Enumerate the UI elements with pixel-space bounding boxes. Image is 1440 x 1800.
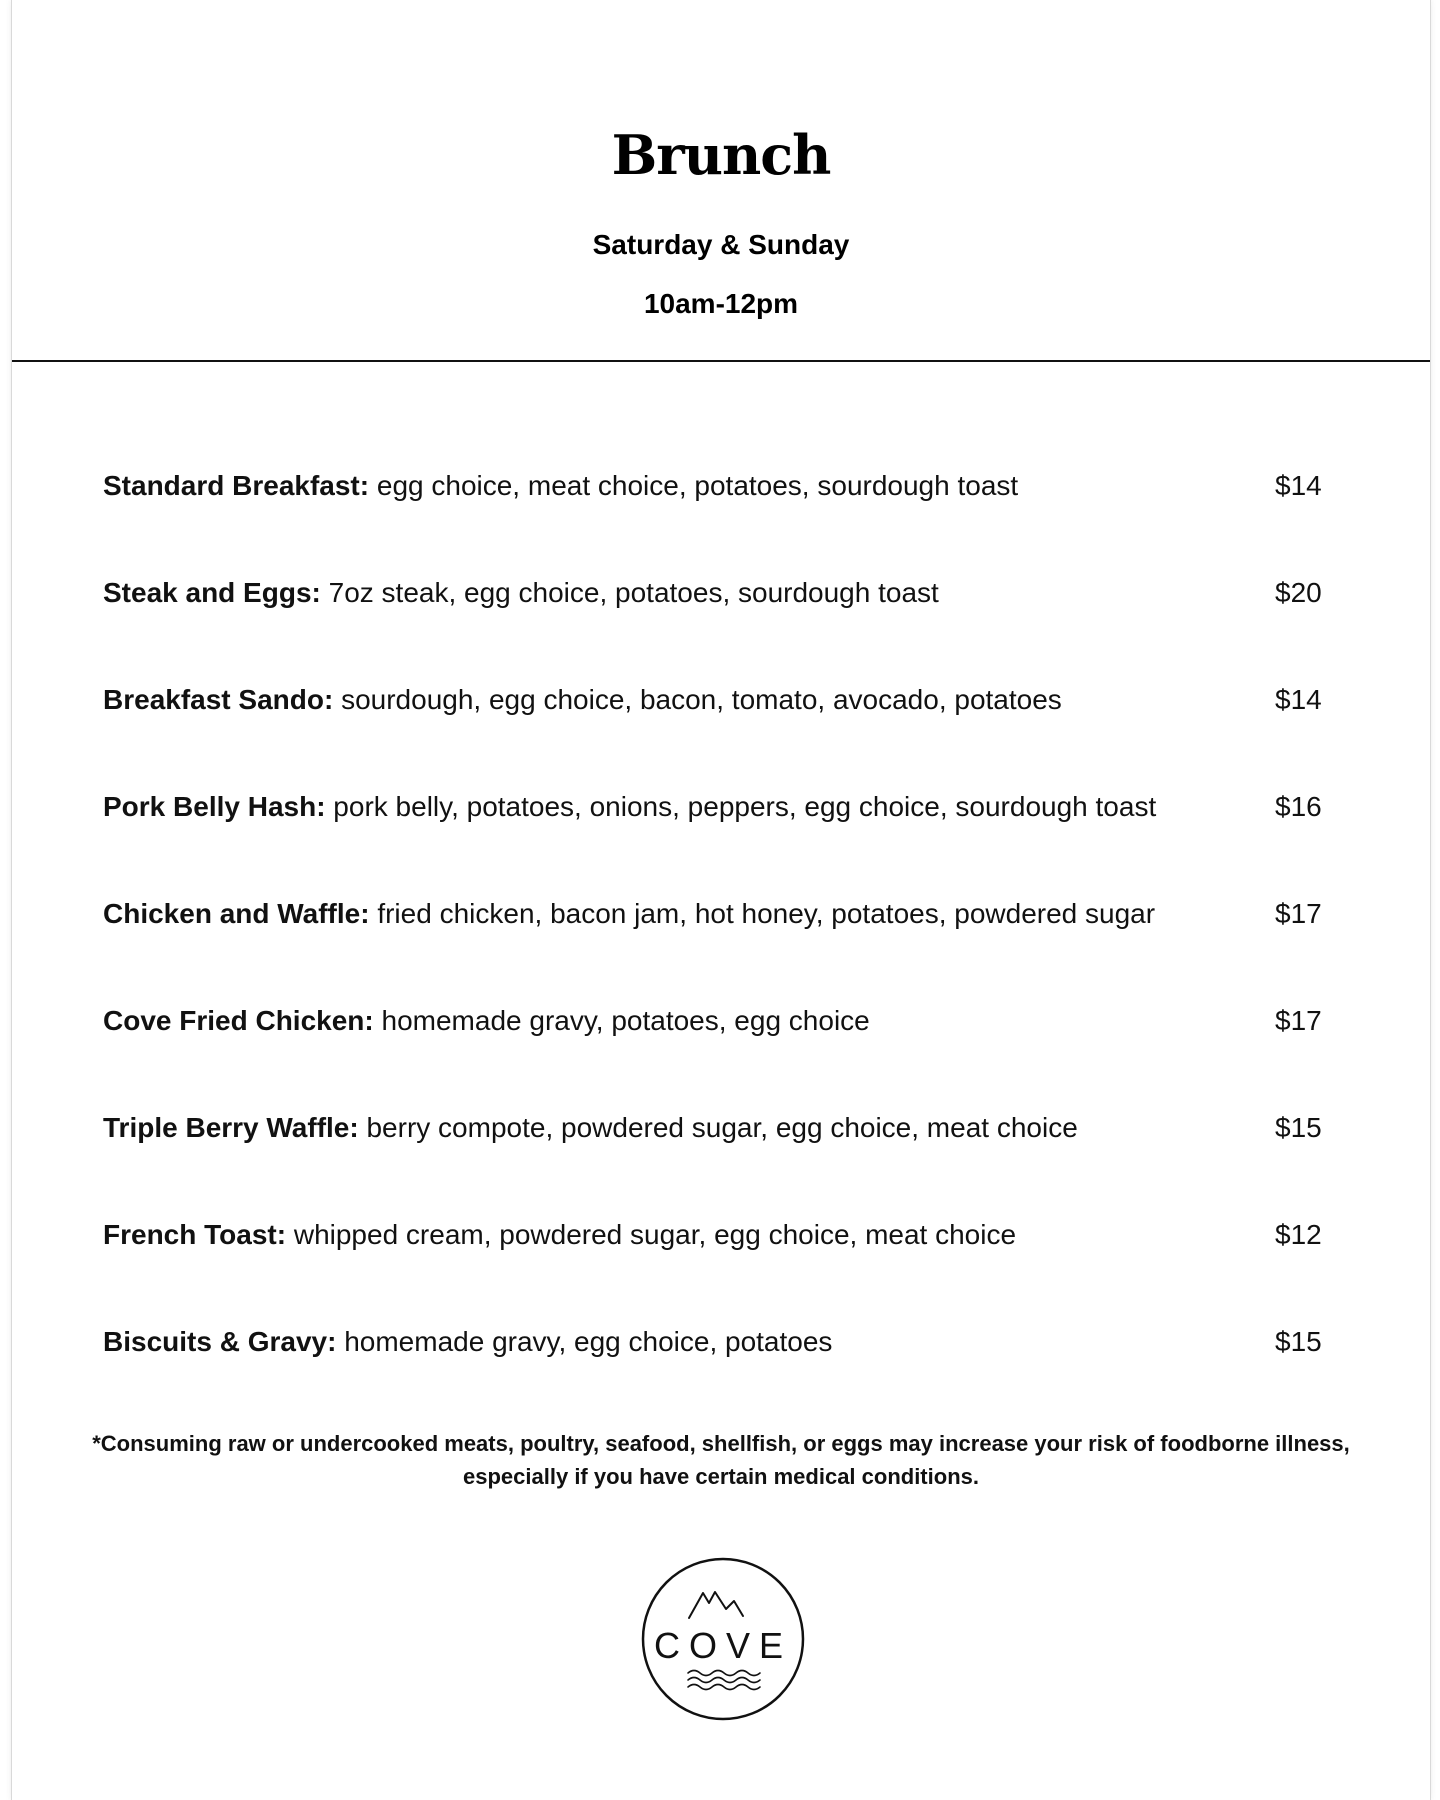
menu-item-price: $20 bbox=[1275, 577, 1322, 608]
menu-item bbox=[103, 1318, 1323, 1425]
menu-item-name: Standard Breakfast: bbox=[103, 470, 370, 501]
menu-item-name: Triple Berry Waffle: bbox=[103, 1112, 359, 1143]
menu-page bbox=[11, 0, 1431, 1800]
menu-item bbox=[103, 569, 1323, 676]
menu-item bbox=[103, 676, 1323, 783]
menu-item-price: $12 bbox=[1275, 1219, 1322, 1250]
menu-item bbox=[103, 997, 1323, 1104]
menu-item bbox=[103, 1104, 1323, 1211]
menu-item bbox=[103, 462, 1323, 569]
menu-item-name: Steak and Eggs: bbox=[103, 577, 321, 608]
menu-list bbox=[103, 462, 1323, 1425]
menu-item-price: $16 bbox=[1275, 791, 1322, 822]
menu-item bbox=[103, 783, 1323, 890]
menu-item-description: sourdough, egg choice, bacon, tomato, avocado, potatoes bbox=[333, 684, 1062, 715]
menu-item-name: Chicken and Waffle: bbox=[103, 898, 370, 929]
header-divider bbox=[12, 360, 1430, 362]
waves-icon bbox=[688, 1671, 760, 1690]
menu-item-price: $17 bbox=[1275, 898, 1322, 929]
menu-item-name: French Toast: bbox=[103, 1219, 287, 1250]
menu-item-name: Biscuits & Gravy: bbox=[103, 1326, 337, 1357]
menu-item bbox=[103, 1211, 1323, 1318]
menu-item-description: homemade gravy, potatoes, egg choice bbox=[373, 1005, 870, 1036]
service-days: Saturday & Sunday bbox=[592, 229, 850, 260]
menu-item-price: $17 bbox=[1275, 1005, 1322, 1036]
menu-item-name: Cove Fried Chicken: bbox=[103, 1005, 374, 1036]
menu-item-price: $15 bbox=[1275, 1112, 1322, 1143]
menu-item-description: egg choice, meat choice, potatoes, sourdough toast bbox=[369, 470, 1019, 501]
menu-item-name: Breakfast Sando: bbox=[103, 684, 334, 715]
menu-item-description: homemade gravy, egg choice, potatoes bbox=[336, 1326, 833, 1357]
menu-item-description: pork belly, potatoes, onions, peppers, egg choice, sourdough toast bbox=[325, 791, 1157, 822]
disclaimer-line-2: especially if you have certain medical conditions. bbox=[463, 1464, 979, 1489]
mountain-icon bbox=[689, 1592, 743, 1618]
cove-logo bbox=[640, 1556, 806, 1722]
service-hours: 10am-12pm bbox=[643, 288, 799, 319]
logo-wordmark: COVE bbox=[653, 1625, 793, 1666]
food-safety-disclaimer bbox=[12, 1427, 1430, 1493]
cove-logo-badge bbox=[640, 1556, 806, 1722]
menu-item-description: 7oz steak, egg choice, potatoes, sourdough toast bbox=[320, 577, 939, 608]
menu-item bbox=[103, 890, 1323, 997]
menu-item-price: $14 bbox=[1275, 470, 1322, 501]
page-title: Brunch bbox=[611, 123, 831, 187]
disclaimer-line-1: *Consuming raw or undercooked meats, poultry, seafood, shellfish, or eggs may increase your risk of foodborne illness, bbox=[92, 1431, 1350, 1456]
menu-item-name: Pork Belly Hash: bbox=[103, 791, 326, 822]
menu-item-description: whipped cream, powdered sugar, egg choice, meat choice bbox=[286, 1219, 1017, 1250]
menu-item-description: berry compote, powdered sugar, egg choice, meat choice bbox=[358, 1112, 1078, 1143]
menu-item-price: $14 bbox=[1275, 684, 1322, 715]
menu-item-price: $15 bbox=[1275, 1326, 1322, 1357]
menu-item-description: fried chicken, bacon jam, hot honey, potatoes, powdered sugar bbox=[369, 898, 1156, 929]
